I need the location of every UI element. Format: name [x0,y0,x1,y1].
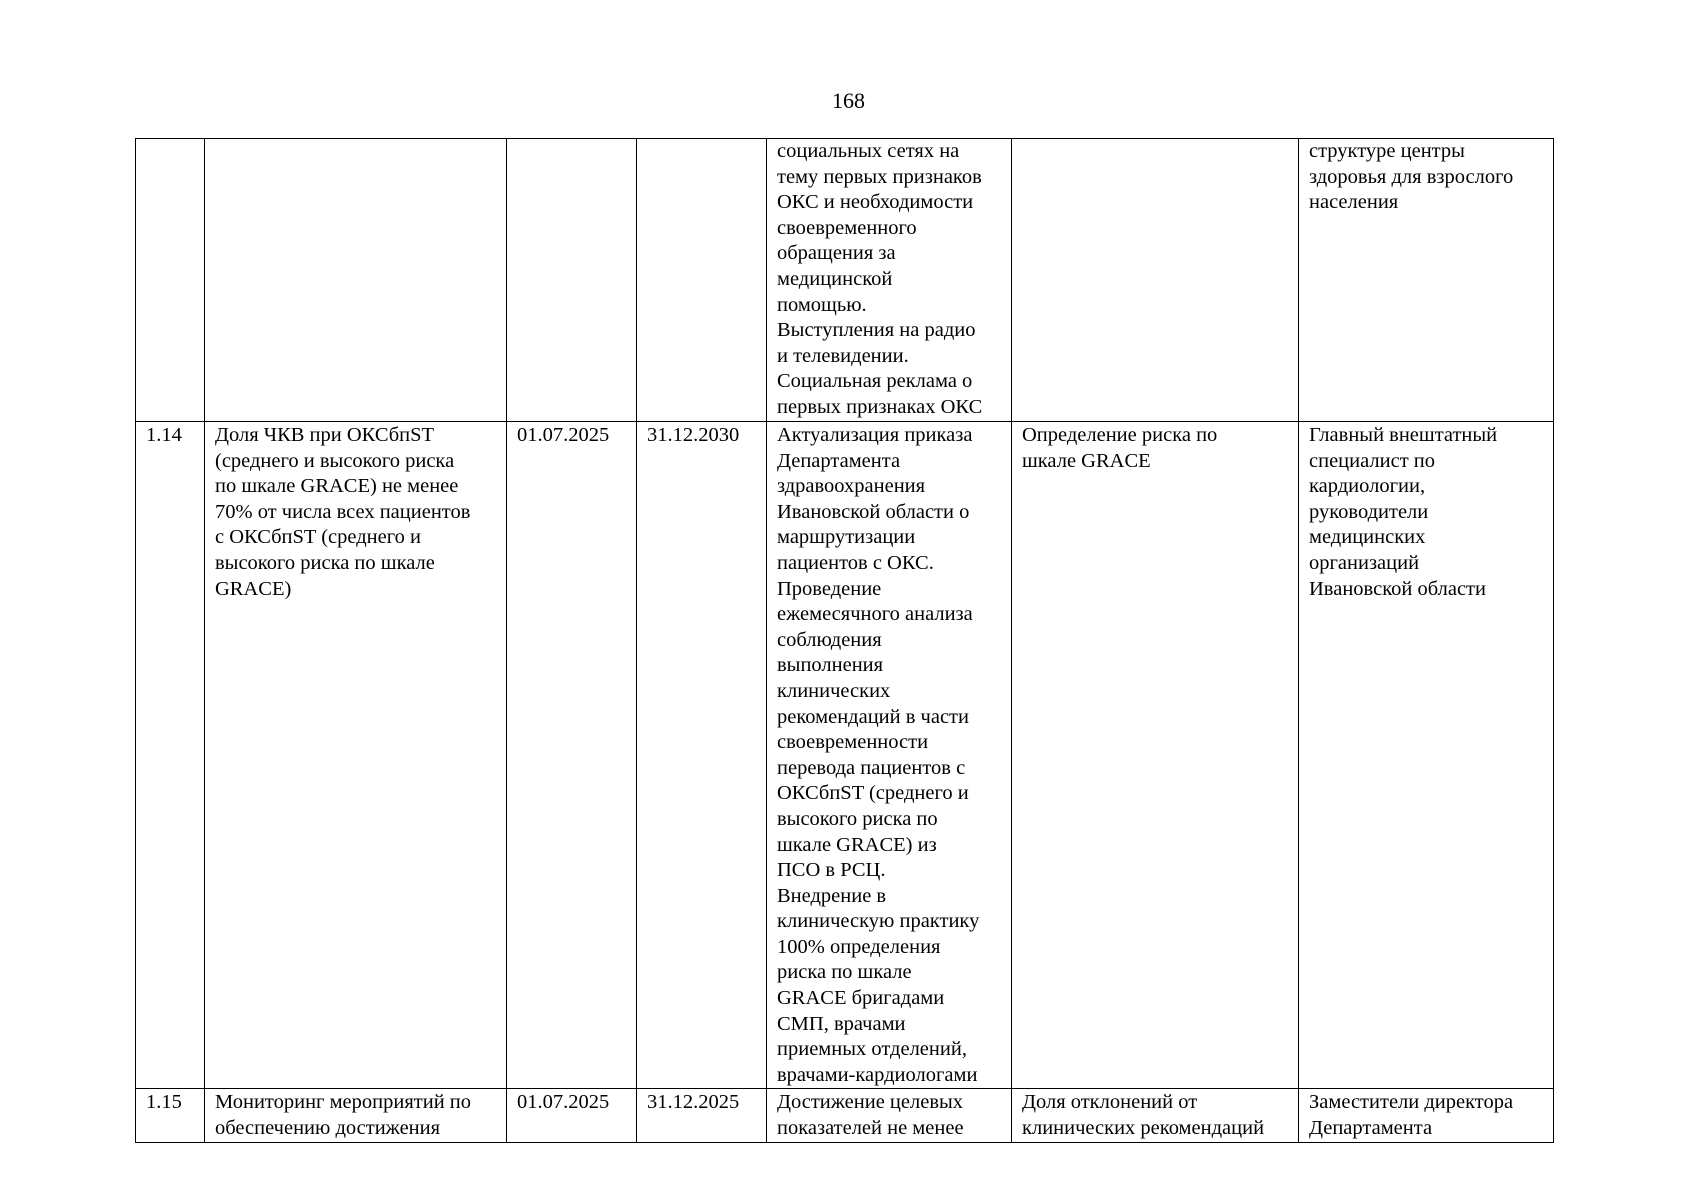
page-number: 168 [832,88,865,113]
cell-indicator: Доля ЧКВ при ОКСбпST (среднего и высокого риска по шкале GRACE) не менее 70% от числа всех пациентов с ОКСбпST (среднего и высокого риска по шкале GRACE) [205,422,507,1089]
cell-end-date: 31.12.2025 [637,1089,767,1142]
table-row [136,1089,1554,1142]
plan-table [135,138,1554,1143]
cell-result: Доля отклонений от клинических рекомендаций [1012,1089,1299,1142]
cell-measures: Достижение целевых показателей не менее [767,1089,1012,1142]
cell-number [136,139,205,422]
cell-responsible: структуре центры здоровья для взрослого населения [1299,139,1554,422]
cell-indicator: Мониторинг мероприятий по обеспечению достижения [205,1089,507,1142]
cell-indicator [205,139,507,422]
cell-number: 1.14 [136,422,205,1089]
cell-start-date: 01.07.2025 [507,422,637,1089]
cell-start-date [507,139,637,422]
cell-responsible: Главный внештатный специалист по кардиологии, руководители медицинских организаций Ивановской области [1299,422,1554,1089]
cell-responsible: Заместители директора Департамента [1299,1089,1554,1142]
table-row [136,422,1554,1089]
cell-end-date [637,139,767,422]
cell-measures: социальных сетях на тему первых признаков ОКС и необходимости своевременного обращения за медицинской помощью. Выступления на радио и телевидении. Социальная реклама о первых признаках ОКС [767,139,1012,422]
cell-result: Определение риска по шкале GRACE [1012,422,1299,1089]
cell-result [1012,139,1299,422]
cell-measures: Актуализация приказа Департамента здравоохранения Ивановской области о маршрутизации пациентов с ОКС. Проведение ежемесячного анализа соблюдения выполнения клинических рекомендаций в части своевременности перевода пациентов с ОКСбпST (среднего и высокого риска по шкале GRACE) из ПСО в РСЦ. Внедрение в клиническую практику 100% определения риска по шкале GRACE бригадами СМП, врачами приемных отделений, врачами-кардиологами [767,422,1012,1089]
cell-number: 1.15 [136,1089,205,1142]
table-row [136,139,1554,422]
cell-end-date: 31.12.2030 [637,422,767,1089]
cell-start-date: 01.07.2025 [507,1089,637,1142]
